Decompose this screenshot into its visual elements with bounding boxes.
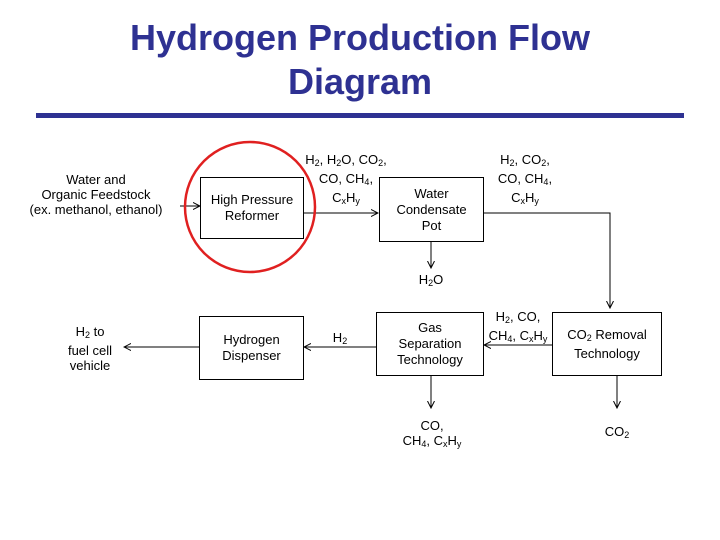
vehicle-label: $H_2$ to fuel cell vehicle [67,324,113,373]
co2-removal-box [552,312,662,376]
title-line-2: Diagram [287,61,433,102]
arrow-condensate-to-co2-removal [484,213,610,308]
co2-output-label: $CO_2$ [604,424,630,440]
co2-removal-label: $CO_2$ Removal Technology [567,326,647,361]
condensate-output-label: $H_2$, $CO_2$, CO, $CH_4$, $C_xH_y$ [497,152,553,206]
reformer-output-label: $H_2$, $H_2O$, $CO_2$, CO, $CH_4$, $C_xH_y$ [305,152,387,206]
title-line-1: Hydrogen Production Flow [130,17,590,58]
water-output-label: $H_2O$ [418,272,444,288]
feedstock-line-1: Water and [66,172,126,187]
condensate-label: Water Condensate Pot [396,185,467,233]
gas-separation-label: Gas Separation Technology [397,320,463,367]
gas-separation-box [376,312,484,376]
gas-sep-byproducts-label: CO, $CH_4$, $C_xH_y$ [402,418,462,449]
hydrogen-dispenser-box [199,316,304,380]
feedstock-line-2: Organic Feedstock [41,187,151,202]
co2-removal-output-label: $H_2$, CO, $CH_4$, $C_xH_y$ [488,309,548,344]
dispenser-label: Hydrogen Dispenser [222,332,281,363]
high-pressure-reformer-box [200,177,304,239]
reformer-label: High Pressure Reformer [210,192,294,223]
feedstock-line-3: (ex. methanol, ethanol) [29,202,163,217]
feedstock-label [14,172,178,217]
h2-stream-label: $H_2$ [332,330,348,346]
